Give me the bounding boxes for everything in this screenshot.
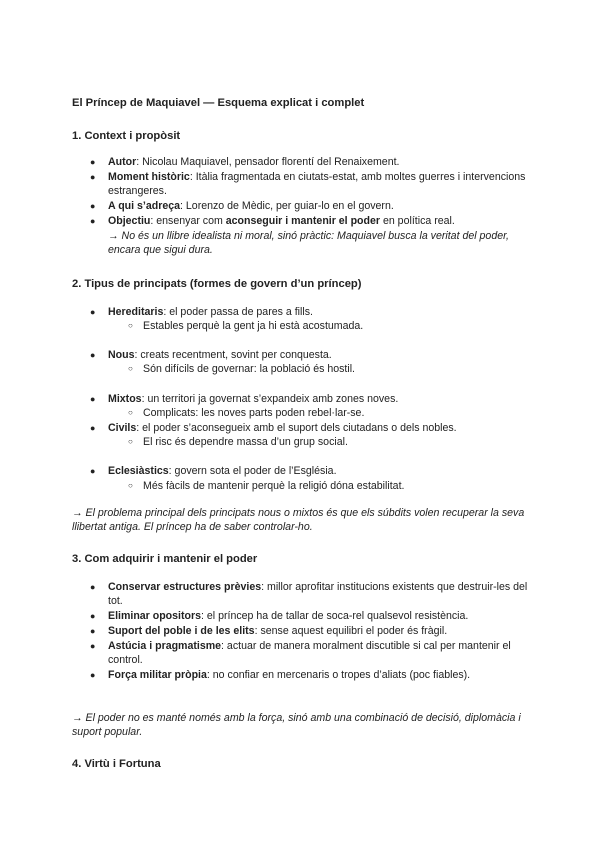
bullet-icon: ● bbox=[90, 307, 96, 317]
circle-bullet-icon: ○ bbox=[128, 364, 133, 373]
list-item: Moment històric: Itàlia fragmentada en ciutats-estat, amb moltes guerres i intervencions estrangeres. bbox=[108, 171, 526, 198]
list-item: Eliminar opositors: el príncep ha de tallar de soca-rel qualsevol resistència. bbox=[108, 610, 469, 622]
bullet-icon: ● bbox=[90, 423, 96, 433]
sub-item: El risc és dependre massa d’un grup social. bbox=[143, 436, 348, 448]
circle-bullet-icon: ○ bbox=[128, 481, 133, 490]
bullet-icon: ● bbox=[90, 216, 96, 226]
bullet-icon: ● bbox=[90, 350, 96, 360]
sub-item: Són difícils de governar: la població és hostil. bbox=[143, 363, 355, 375]
list-item: Suport del poble i de les elits: sense aquest equilibri el poder és fràgil. bbox=[108, 625, 448, 637]
list-item: Força militar pròpia: no confiar en mercenaris o tropes d’aliats (poc fiables). bbox=[108, 669, 471, 681]
bullet-icon: ● bbox=[90, 626, 96, 636]
bullet-icon: ● bbox=[90, 394, 96, 404]
bullet-icon: ● bbox=[90, 670, 96, 680]
section-3-note: → El poder no es manté només amb la força, sinó amb una combinació de decisió, diplomàcia i suport popular. bbox=[72, 712, 521, 739]
list-item: Autor: Nicolau Maquiavel, pensador florentí del Renaixement. bbox=[108, 156, 400, 168]
section-4-heading: 4. Virtù i Fortuna bbox=[72, 758, 161, 770]
circle-bullet-icon: ○ bbox=[128, 437, 133, 446]
list-item: Nous: creats recentment, sovint per conquesta. bbox=[108, 349, 332, 361]
document-title: El Príncep de Maquiavel — Esquema explicat i complet bbox=[72, 97, 365, 109]
section-2-note: → El problema principal dels principats nous o mixtos és que els súbdits volen recuperar la seva llibertat antiga. El príncep ha de saber controlar-ho. bbox=[72, 507, 525, 534]
list-item: Objectiu: ensenyar com aconseguir i mantenir el poder en política real. bbox=[108, 215, 455, 227]
section-2-heading: 2. Tipus de principats (formes de govern d’un príncep) bbox=[72, 278, 362, 290]
list-item: Hereditaris: el poder passa de pares a fills. bbox=[108, 306, 313, 318]
bullet-icon: ● bbox=[90, 172, 96, 182]
section-1-note: → No és un llibre idealista ni moral, sinó pràctic: Maquiavel busca la veritat del poder, encara que sigui dura. bbox=[108, 230, 509, 257]
bullet-icon: ● bbox=[90, 582, 96, 592]
list-item: Civils: el poder s’aconsegueix amb el suport dels ciutadans o dels nobles. bbox=[108, 422, 457, 434]
circle-bullet-icon: ○ bbox=[128, 321, 133, 330]
list-item: Astúcia i pragmatisme: actuar de manera moralment discutible si cal per mantenir el control. bbox=[108, 640, 511, 667]
section-1-heading: 1. Context i propòsit bbox=[72, 130, 181, 142]
section-3-heading: 3. Com adquirir i mantenir el poder bbox=[72, 553, 258, 565]
bullet-icon: ● bbox=[90, 641, 96, 651]
sub-item: Més fàcils de mantenir perquè la religió dóna estabilitat. bbox=[143, 480, 405, 492]
bullet-icon: ● bbox=[90, 466, 96, 476]
bullet-icon: ● bbox=[90, 611, 96, 621]
list-item: Conservar estructures prèvies: millor aprofitar institucions existents que destruir-les del tot. bbox=[108, 581, 528, 608]
bullet-icon: ● bbox=[90, 201, 96, 211]
sub-item: Estables perquè la gent ja hi està acostumada. bbox=[143, 320, 364, 332]
list-item: A qui s’adreça: Lorenzo de Mèdic, per guiar-lo en el govern. bbox=[108, 200, 394, 212]
circle-bullet-icon: ○ bbox=[128, 408, 133, 417]
bullet-icon: ● bbox=[90, 157, 96, 167]
sub-item: Complicats: les noves parts poden rebel·lar-se. bbox=[143, 407, 365, 419]
list-item: Mixtos: un territori ja governat s’expandeix amb zones noves. bbox=[108, 393, 399, 405]
list-item: Eclesiàstics: govern sota el poder de l’Església. bbox=[108, 465, 337, 477]
